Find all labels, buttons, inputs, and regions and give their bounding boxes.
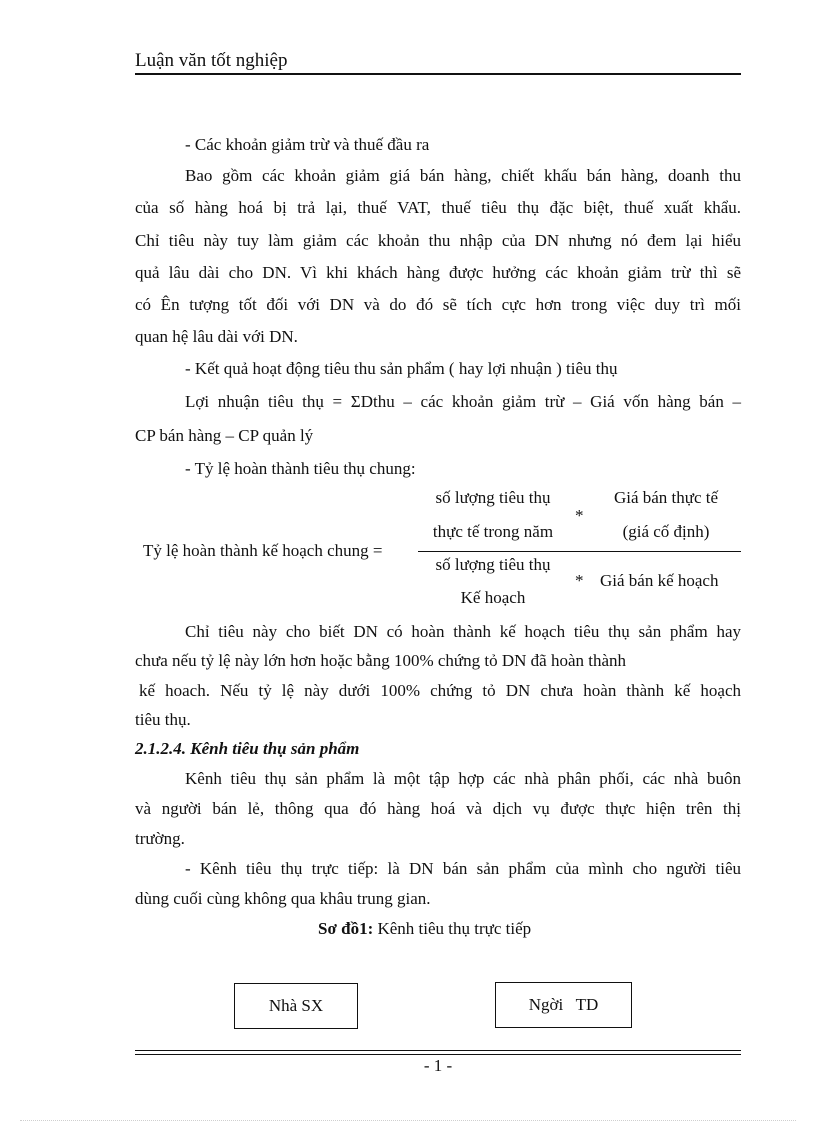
denominator-price: Giá bán kế hoạch bbox=[600, 571, 719, 590]
page-border bbox=[20, 1120, 796, 1121]
denominator-quantity-line1: số lượng tiêu thụ bbox=[435, 555, 551, 574]
numerator-price-line1: Giá bán thực tế bbox=[613, 488, 719, 507]
text-line: và người bán lẻ, thông qua đó hàng hoá và dịch vụ được thực hiện trên thị bbox=[135, 799, 741, 818]
diagram-caption: Sơ đồ1: Kênh tiêu thụ trực tiếp bbox=[318, 919, 532, 938]
formula-lhs: Tỷ lệ hoàn thành kế hoạch chung = bbox=[143, 541, 383, 560]
denominator-quantity-line2: Kế hoạch bbox=[460, 588, 526, 607]
diagram-box-consumer: Ngời TD bbox=[495, 982, 632, 1028]
footer-rule bbox=[135, 1050, 741, 1051]
text-line: của số hàng hoá bị trả lại, thuế VAT, thuế tiêu thụ đặc biệt, thuế xuất khẩu. bbox=[135, 198, 741, 217]
text-line: CP bán hàng – CP quản lý bbox=[135, 426, 314, 445]
text-line: - Kết quả hoạt động tiêu thu sản phẩm ( hay lợi nhuận ) tiêu thụ bbox=[185, 359, 618, 378]
numerator-quantity-line2: thực tế trong năm bbox=[432, 522, 554, 541]
numerator-price-line2: (giá cố định) bbox=[622, 522, 710, 541]
text-line: tiêu thụ. bbox=[135, 710, 191, 729]
text-line: có Ên tượng tốt đối với DN và do đó sẽ tích cực hơn trong việc duy trì mối bbox=[135, 295, 741, 314]
text-line: Chỉ tiêu này tuy làm giảm các khoản thu nhập của DN nhưng nó đem lại hiểu bbox=[135, 231, 741, 250]
text-line: - Kênh tiêu thụ trực tiếp: là DN bán sản phẩm của mình cho người tiêu bbox=[185, 859, 741, 878]
text-line: quả lâu dài cho DN. Vì khi khách hàng được hưởng các khoản giảm trừ thì sẽ bbox=[135, 263, 741, 282]
footer-rule bbox=[135, 1054, 741, 1055]
text-line: kế hoach. Nếu tỷ lệ này dưới 100% chứng tỏ DN chưa hoàn thành kế hoạch bbox=[139, 681, 741, 700]
page-header-title: Luận văn tốt nghiệp bbox=[135, 50, 288, 71]
text-line: - Các khoản giảm trừ và thuế đầu ra bbox=[185, 135, 430, 154]
text-line: chưa nếu tỷ lệ này lớn hơn hoặc bằng 100% chứng tỏ DN đã hoàn thành bbox=[135, 651, 627, 670]
page-number: - 1 - bbox=[423, 1056, 453, 1075]
text-line: Lợi nhuận tiêu thụ = ΣDthu – các khoản giảm trừ – Giá vốn hàng bán – bbox=[185, 392, 741, 411]
text-line: quan hệ lâu dài với DN. bbox=[135, 327, 298, 346]
fraction-bar bbox=[418, 551, 741, 552]
text-line: Bao gồm các khoản giảm giá bán hàng, chiết khấu bán hàng, doanh thu bbox=[185, 166, 741, 185]
numerator-quantity-line1: số lượng tiêu thụ bbox=[435, 488, 551, 507]
multiply-symbol: * bbox=[575, 571, 584, 590]
multiply-symbol: * bbox=[575, 506, 584, 525]
section-heading: 2.1.2.4. Kênh tiêu thụ sản phẩm bbox=[135, 739, 360, 758]
text-line: Chỉ tiêu này cho biết DN có hoàn thành kế hoạch tiêu thụ sản phẩm hay bbox=[185, 622, 741, 641]
header-rule bbox=[135, 73, 741, 75]
text-line: - Tỷ lệ hoàn thành tiêu thụ chung: bbox=[185, 459, 416, 478]
text-line: Kênh tiêu thụ sản phẩm là một tập hợp các nhà phân phối, các nhà buôn bbox=[185, 769, 741, 788]
text-line: trường. bbox=[135, 829, 185, 848]
diagram-box-producer: Nhà SX bbox=[234, 983, 358, 1029]
text-line: dùng cuối cùng không qua khâu trung gian. bbox=[135, 889, 431, 908]
